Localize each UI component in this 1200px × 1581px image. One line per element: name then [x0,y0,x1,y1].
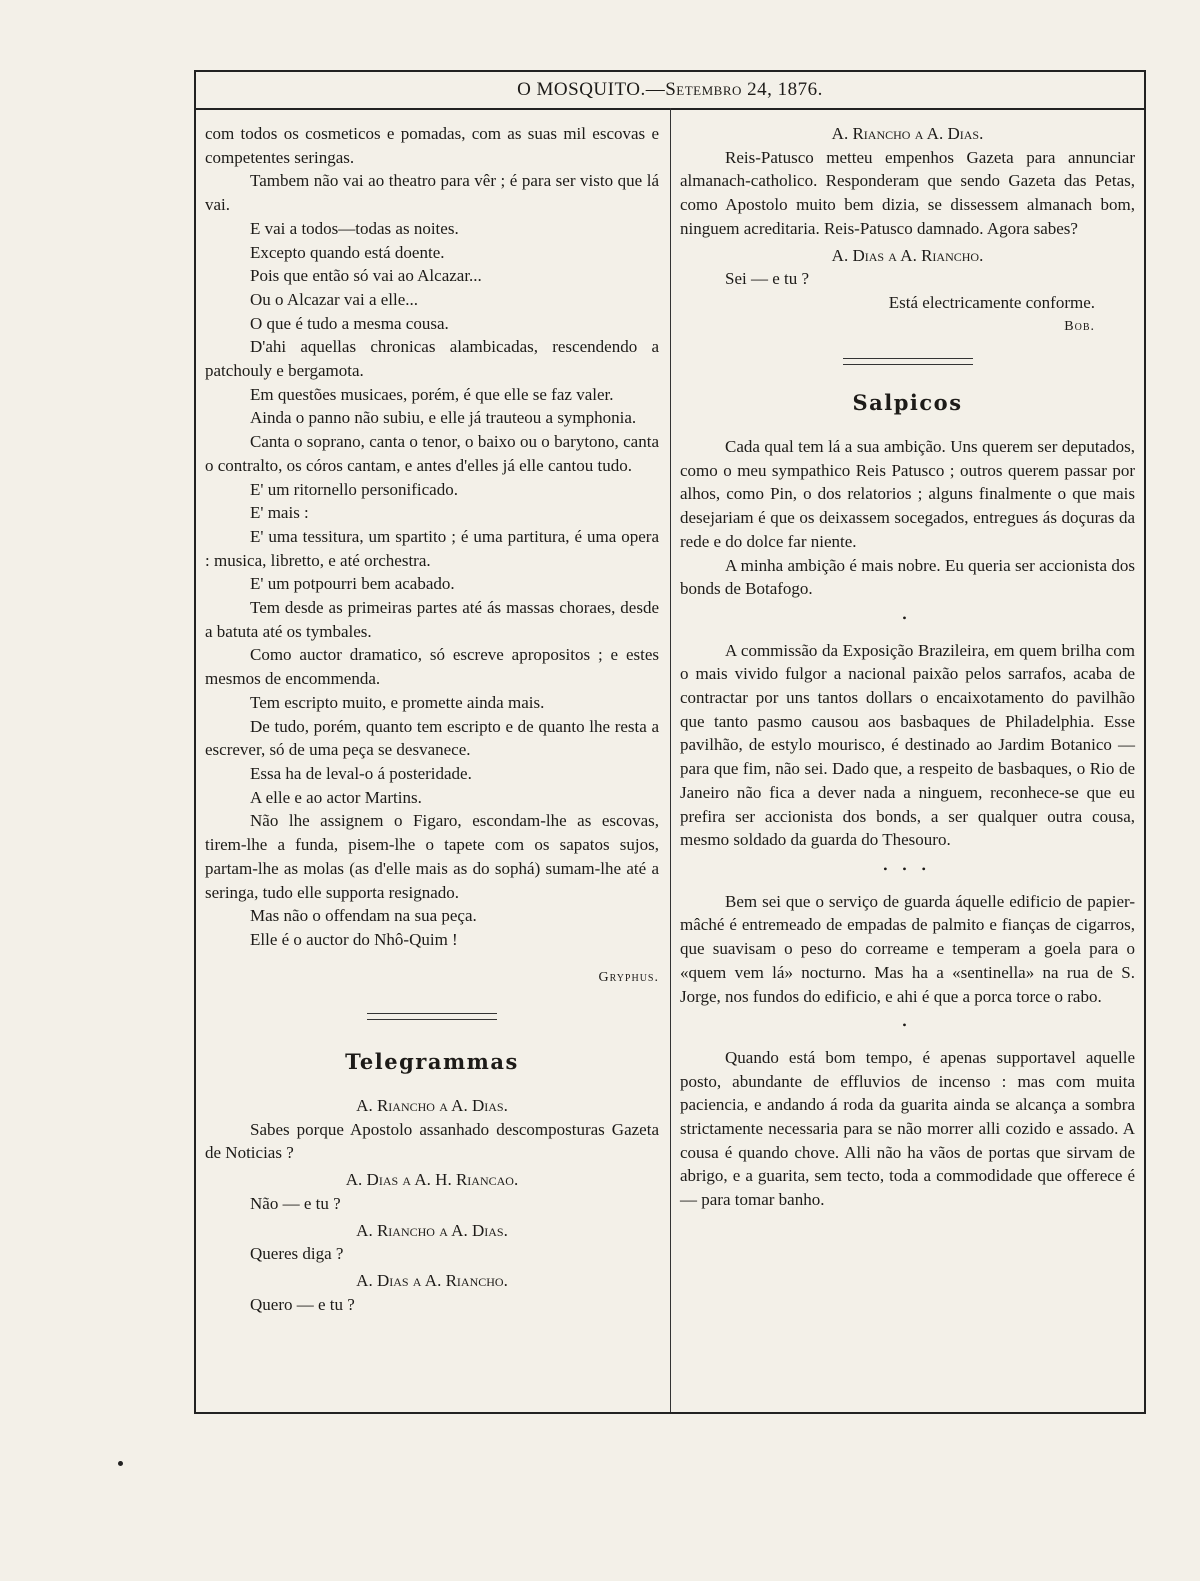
paragraph: Como auctor dramatico, só escreve apropositos ; e estes mesmos de encommenda. [205,645,659,689]
paragraph: com todos os cosmeticos e pomadas, com as suas mil escovas e competentes seringas. [205,124,659,167]
paragraph: E' um ritornello personificado. [250,479,458,499]
header-month: Setembro [665,79,742,100]
paragraph: D'ahi aquellas chronicas alambicadas, rescendendo a patchouly e bergamota. [205,337,659,381]
paragraph: E' mais : [250,503,309,523]
paragraph: Bem sei que o serviço de guarda áquelle edificio de papier-mâché é entremeado de empadas de palmito e fianças de cigarros, que suavisam o peso do correame e temperam a goela para o «quem vem lá» nocturno. Mas ha a «sentinella» na rua de S. Jorge, nos fundos do edificio, e ahi é que a porca torce o rabo. [680,891,1135,1006]
newspaper-title: O MOSQUITO.— [517,79,666,100]
paragraph: E vai a todos—todas as noites. [250,218,459,238]
paragraph: Essa ha de leval-o á posteridade. [250,763,472,783]
section-title: Salpicos [852,390,963,416]
telegram-heading: A. Riancho a A. Dias. [356,1220,508,1240]
telegram-body: Sabes porque Apostolo assanhado descomposturas Gazeta de Noticias ? [205,1119,659,1163]
ornament: • [902,1018,913,1033]
signature: Gryphus. [598,969,659,985]
telegram-body: Não — e tu ? [250,1193,341,1213]
paragraph: Ou o Alcazar vai a elle... [250,289,419,309]
telegram-heading: A. Dias a A. Riancho. [831,245,984,265]
paragraph: Excepto quando está doente. [250,242,445,262]
telegram-heading: A. Riancho a A. Dias. [356,1096,508,1116]
left-column [205,122,659,1316]
paragraph: E' uma tessitura, um spartito ; é uma partitura, é uma opera : musica, libretto, e até orchestra. [205,526,659,570]
section-title: Telegrammas [345,1049,519,1075]
ornament: • • • [883,861,932,876]
paragraph: De tudo, porém, quanto tem escripto e de quanto lhe resta a escrever, só de uma peça se desvanece. [205,716,659,760]
header-day: 24, [747,79,773,100]
paragraph: Canta o soprano, canta o tenor, o baixo ou o barytono, canta o contralto, os córos cantam, e antes d'elles já elle cantou tudo. [205,432,659,475]
paragraph: Elle é o auctor do Nhô-Quim ! [250,929,458,949]
paragraph: Quando está bom tempo, é apenas supportavel aquelle posto, abundante de effluvios de incenso : mas com muita paciencia, e andando á roda da guarita ainda se alcança a sombra strictamente necessaria para se não morrer alli cozido e assado. A cousa é quando chove. Alli não ha vãos de portas que sirvam de abrigo, e a guarita, sem tecto, toda a commodidade que offerece é — para tomar banho. [680,1047,1135,1210]
paragraph: A commissão da Exposição Brazileira, em quem brilha com o mais vivido fulgor a nacional paixão pelos sarrafos, acaba de contractar por uns tantos dollars o encaixotamento do pavilhão que tanto pasmo causou aos basbaques de Philadelphia. Esse pavilhão, de estylo mourisco, é destinado ao Jardim Botanico — para que fim, não sei. Dado que, a respeito de basbaques, o Rio de Janeiro não fica a dever nada a ninguem, reconhece-se que eu prefira ser accionista dos bonds, a ser qualquer outra cousa, mesmo soldado da guarda do Thesouro. [680,640,1135,850]
paragraph: E' um potpourri bem acabado. [250,574,455,594]
section-rule [367,1013,497,1020]
telegram-body: Sei — e tu ? [725,269,810,289]
page-header [196,72,1144,110]
section-rule [843,358,973,365]
telegram-body: Quero — e tu ? [250,1294,355,1314]
paragraph: Mas não o offendam na sua peça. [250,906,477,926]
telegram-heading: A. Riancho a A. Dias. [831,124,984,143]
paragraph: O que é tudo a mesma cousa. [250,313,449,333]
paragraph: Ainda o panno não subiu, e elle já trauteou a symphonia. [250,408,637,428]
column-divider [670,108,671,1412]
page-frame [194,70,1146,1414]
telegram-heading: A. Dias a A. H. Riancao. [345,1170,519,1190]
paragraph: Em questões musicaes, porém, é que elle se faz valer. [250,384,614,404]
paragraph: Não lhe assignem o Figaro, escondam-lhe as escovas, tirem-lhe a funda, pisem-lhe o tapete com os sapatos sujos, partam-lhe as molas (as d'elle mais as do sophá) sumam-lhe até a seringa, tudo elle supporta resignado. [205,811,659,902]
closing-line: Está electricamente conforme. [888,292,1095,312]
paragraph: Tem desde as primeiras partes até ás massas choraes, desde a batuta até os tymbales. [205,598,659,641]
paragraph: Tem escripto muito, e promette ainda mais. [250,692,545,712]
paragraph: Pois que então só vai ao Alcazar... [250,266,482,286]
telegram-body: Reis-Patusco metteu empenhos Gazeta para annunciar almanach-catholico. Responderam que sendo Gazeta das Petas, como Apostolo muito bem dizia, se dissessem almanach bom, ninguem acreditaria. Reis-Patusco damnado. Agora sabes? [680,147,1135,238]
telegram-body: Queres diga ? [250,1244,344,1264]
ornament: • [902,610,913,625]
telegram-heading: A. Dias a A. Riancho. [356,1270,508,1290]
paragraph: Tambem não vai ao theatro para vêr ; é para ser visto que lá vai. [205,171,659,215]
paragraph: Cada qual tem lá a sua ambição. Uns querem ser deputados, como o meu sympathico Reis Patusco ; outros querem passar por alhos, como Pin, o dos relatorios ; alguns finalmente o que mais desejariam é que os deixassem socegados, entregues ás doçuras da rede e do dolce far niente. [680,437,1135,551]
paragraph: A elle e ao actor Martins. [250,787,422,807]
signature: Bob. [1064,318,1095,334]
paragraph: A minha ambição é mais nobre. Eu queria ser accionista dos bonds de Botafogo. [680,555,1135,599]
right-column [680,122,1135,1212]
ink-dot [118,1461,123,1466]
header-year: 1876. [777,79,823,100]
